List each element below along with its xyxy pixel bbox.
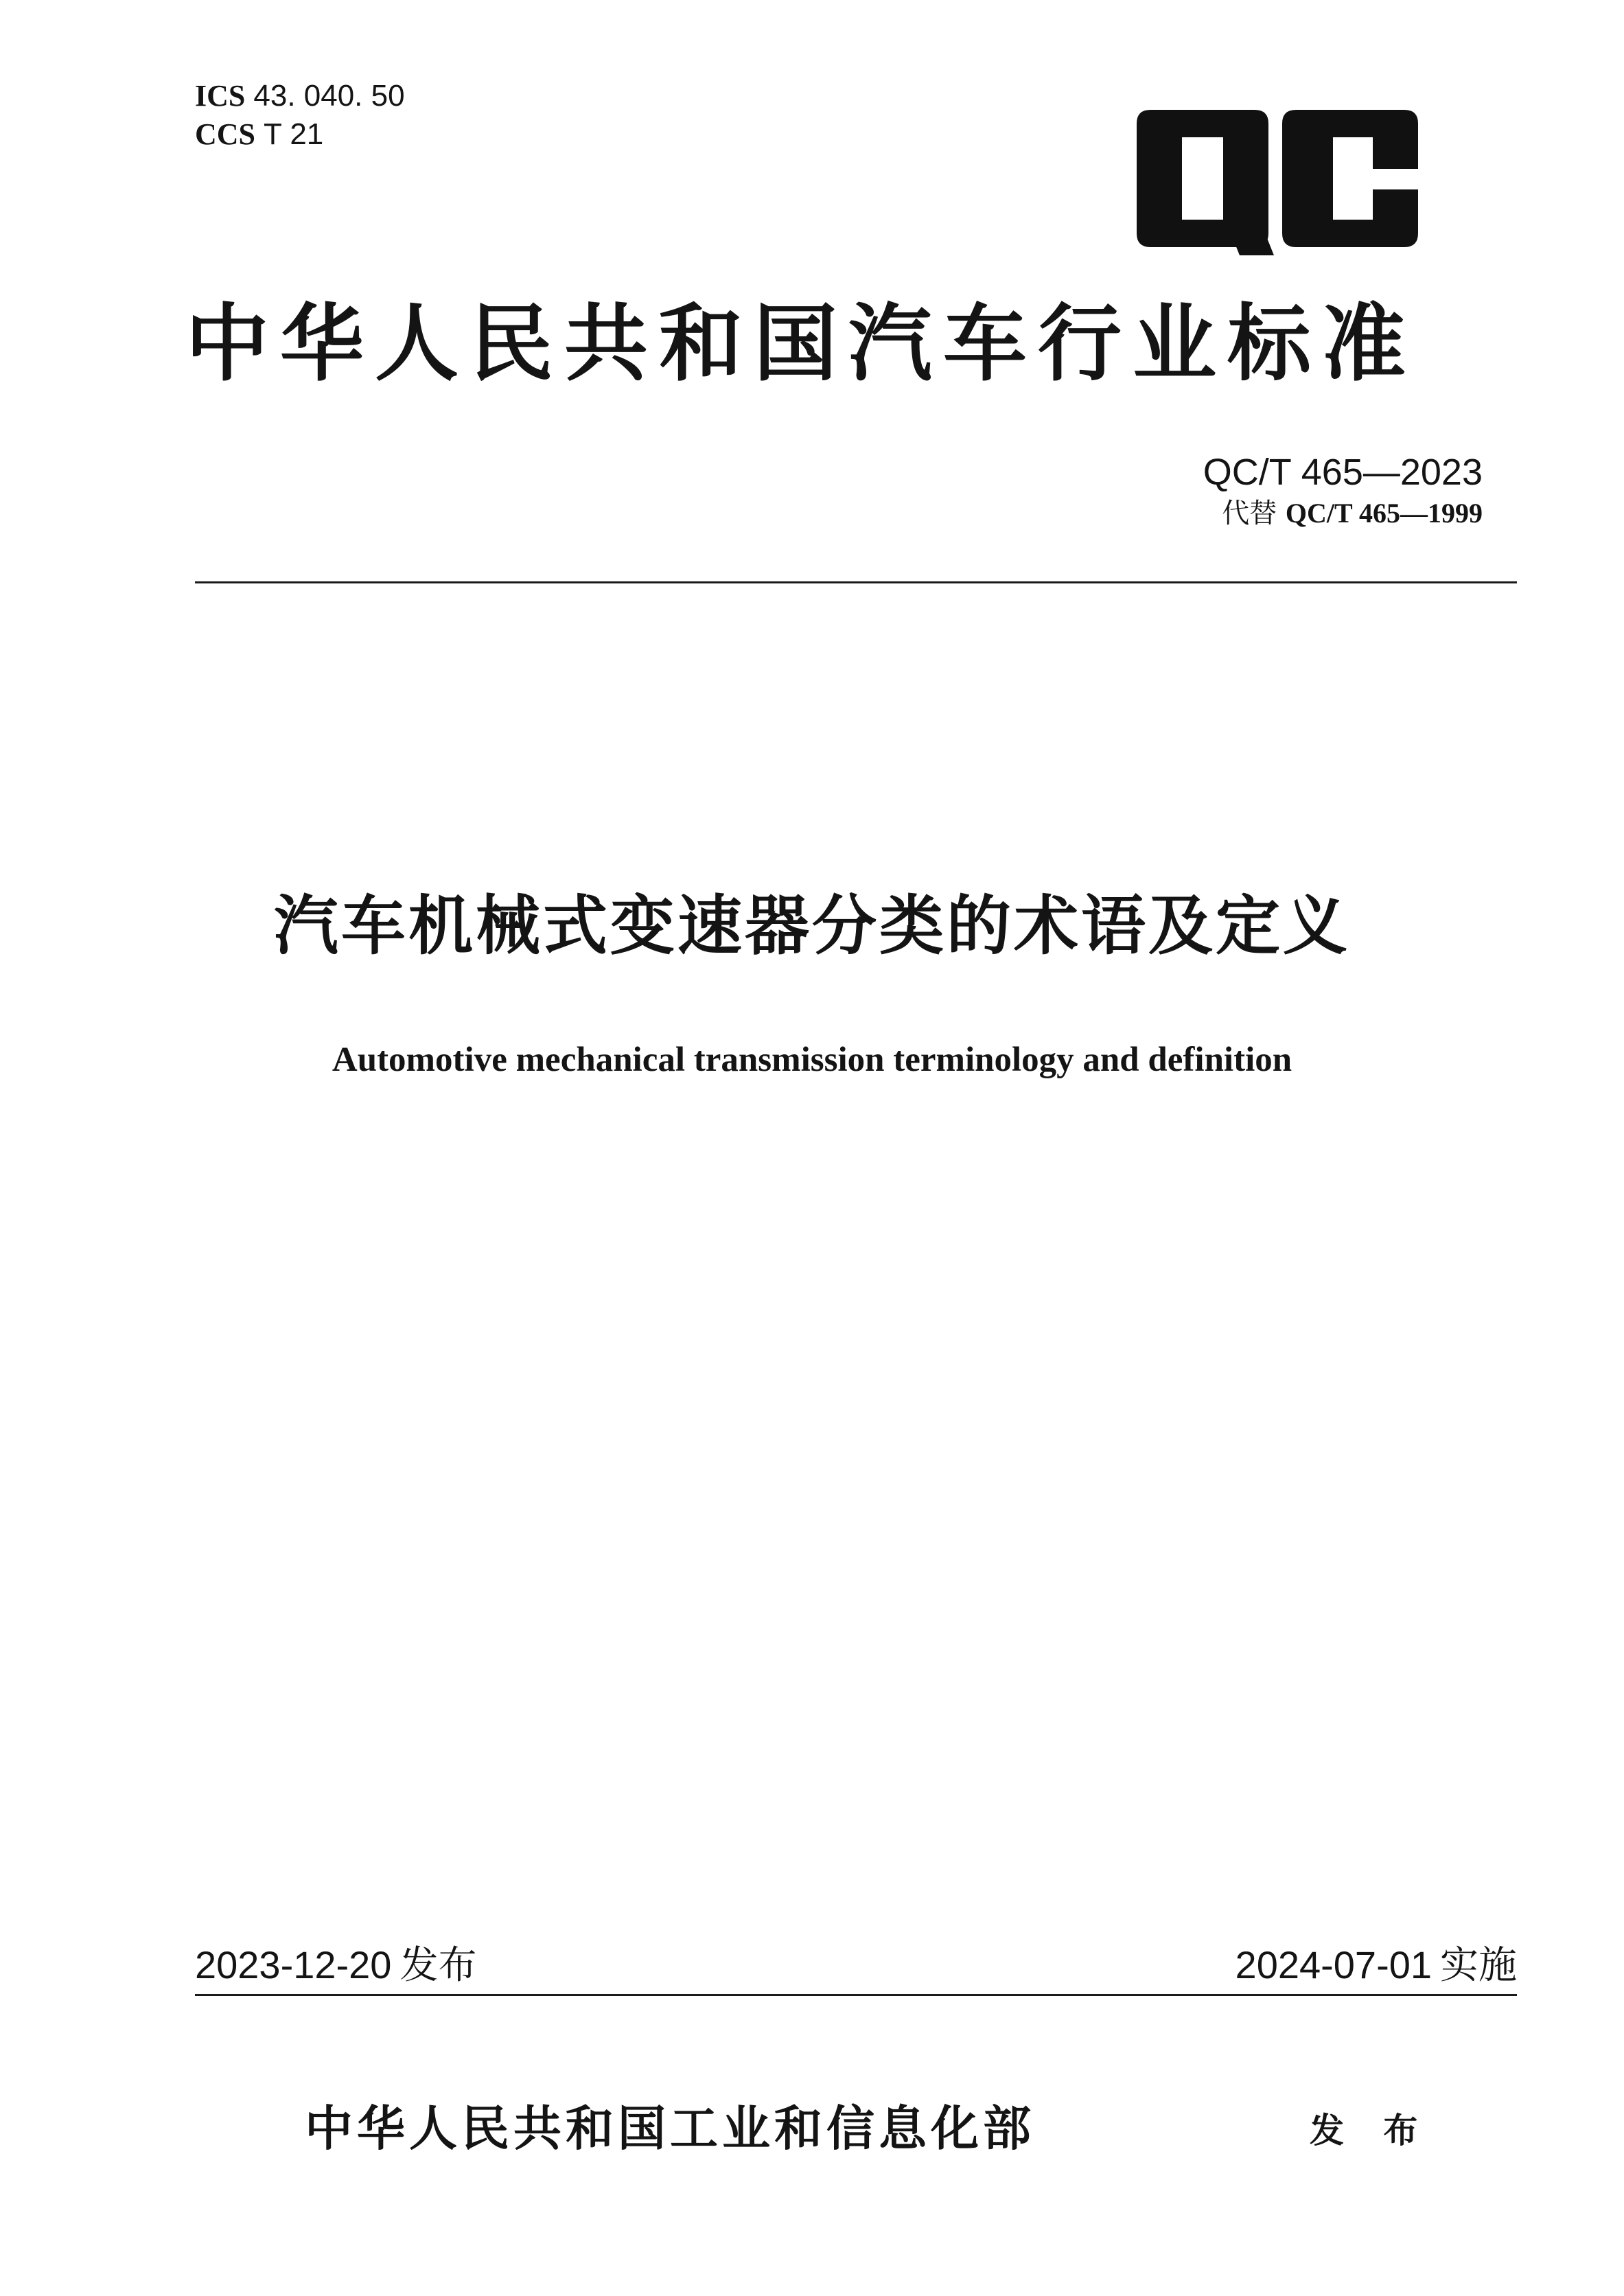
standard-number: QC/T 465—2023 [1203, 452, 1483, 493]
document-title-en: Automotive mechanical transmission terminology and definition [332, 1041, 1292, 1079]
qc-logo [1137, 110, 1418, 255]
replaces-label: 代替 [1222, 498, 1277, 529]
issue-date-line [195, 1941, 476, 1990]
document-title-cn: 汽车机械式变速器分类的术语及定义 [273, 889, 1350, 964]
top-divider [195, 581, 1517, 583]
ics-code [195, 77, 405, 115]
bottom-divider [195, 1994, 1517, 1996]
issuer-action: 发 布 [1310, 2110, 1432, 2150]
implement-date-line [1236, 1941, 1517, 1990]
implement-label: 实施 [1440, 1943, 1517, 1988]
issue-label: 发布 [399, 1943, 477, 1988]
replaces-line [1222, 496, 1483, 531]
ccs-label: CCS [195, 117, 256, 151]
replaces-number: QC/T 465—1999 [1285, 498, 1483, 529]
issuer-name: 中华人民共和国工业和信息化部 [305, 2100, 1035, 2157]
header-title: 中华人民共和国汽车行业标准 [185, 294, 1417, 393]
ccs-value: T 21 [264, 117, 324, 151]
ics-label: ICS [195, 79, 246, 113]
implement-date: 2024-07-01 [1235, 1943, 1432, 1986]
ics-value: 43. 040. 50 [253, 79, 405, 113]
issue-date: 2023-12-20 [195, 1943, 392, 1986]
ccs-code [195, 115, 323, 154]
